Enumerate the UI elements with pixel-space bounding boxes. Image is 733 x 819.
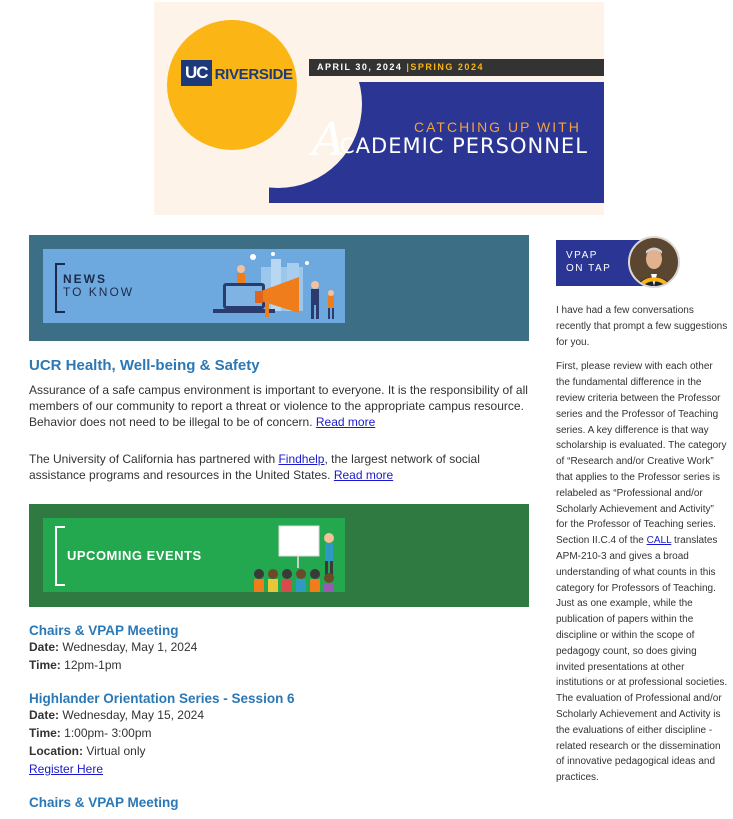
news-heading: UCR Health, Well-being & Safety — [29, 357, 260, 374]
logo-riverside: RIVERSIDE — [214, 65, 293, 83]
call-link[interactable]: CALL — [646, 535, 672, 547]
presentation-illustration-icon — [251, 522, 345, 592]
news-paragraph-2-after: , the largest network of social assistance programs and resources in the United States. — [29, 452, 480, 482]
event-date-label: Date: — [29, 708, 60, 722]
event-location — [29, 742, 529, 760]
logo-uc: UC — [181, 60, 212, 89]
sidebar-intro: I have had a few conversations recently that prompt a few suggestions for you. — [556, 305, 728, 348]
news-banner-label — [63, 273, 134, 299]
upcoming-events-banner — [29, 504, 529, 607]
news-to-know-banner — [29, 235, 529, 341]
bracket-decoration — [55, 526, 65, 586]
event-time-label: Time: — [29, 726, 61, 740]
register-here-link[interactable]: Register Here — [29, 762, 104, 776]
events-banner-label: UPCOMING EVENTS — [67, 548, 202, 563]
issue-date-bar — [309, 59, 604, 76]
vpap-sidebar — [556, 236, 728, 786]
sidebar-body-after: translates APM-210-3 and gives a broad understanding of what counts in this category for Professors of Teaching. Just as one example, while the publication of papers within the discipline or within the scope of pedagogy count, so does giving invited presentations at other institutions or at professional societies. The evaluation of Professional and/or Scholarly Achievement and Activity is the evaluations of either discipline - related research or the dissemination of innovative pedagogical ideas and practices. — [556, 535, 728, 784]
event-location-value: Virtual only — [86, 744, 146, 758]
event-title: Chairs & VPAP Meeting — [29, 795, 179, 810]
event-item — [29, 691, 529, 778]
event-time-value: 12pm-1pm — [64, 658, 122, 672]
event-title: Chairs & VPAP Meeting — [29, 623, 179, 638]
banner-tagline: CATCHING UP WITH — [414, 119, 581, 135]
portrait-icon — [630, 238, 678, 286]
event-time-label: Time: — [29, 658, 61, 672]
vpap-portrait — [628, 236, 680, 288]
banner-title: CADEMIC PERSONNEL — [340, 134, 588, 158]
uc-riverside-logo — [181, 59, 293, 89]
read-more-link-1[interactable]: Read more — [315, 415, 376, 429]
date-separator: | — [406, 62, 411, 72]
banner-title-initial: A — [312, 112, 346, 166]
event-register — [29, 760, 529, 778]
news-banner-sub: TO KNOW — [63, 285, 135, 299]
read-more-link-2[interactable]: Read more — [333, 468, 394, 482]
event-date-value: Wednesday, May 1, 2024 — [62, 640, 198, 654]
event-item — [29, 623, 529, 674]
main-column — [29, 235, 529, 810]
vpap-label-line1: VPAP — [566, 250, 598, 261]
event-time — [29, 656, 529, 674]
findhelp-link[interactable]: Findhelp — [278, 452, 325, 466]
news-paragraph-1 — [29, 382, 529, 430]
event-date-label: Date: — [29, 640, 60, 654]
header-banner — [154, 2, 604, 215]
vpap-label-line2: ON TAP — [566, 263, 612, 274]
event-date — [29, 638, 529, 656]
vpap-on-tap-header — [556, 236, 682, 291]
issue-date: APRIL 30, 2024 — [317, 62, 403, 72]
event-date — [29, 706, 529, 724]
event-item — [29, 795, 529, 810]
event-time — [29, 724, 529, 742]
megaphone-illustration-icon — [203, 249, 345, 323]
news-paragraph-2 — [29, 451, 529, 483]
news-banner-bold: NEWS — [63, 272, 107, 286]
event-time-value: 1:00pm- 3:00pm — [64, 726, 152, 740]
issue-season: SPRING 2024 — [410, 62, 484, 72]
event-date-value: Wednesday, May 15, 2024 — [62, 708, 205, 722]
sidebar-body-before: First, please review with each other the fundamental difference in the review criteria between the Professor series and the Professor of Teaching series. A key difference is that way scholarship is evaluated. The category of “Research and/or Creative Work” that applies to the Professor series is relabeled as “Professional and/or Scholarly Achievement and Activity” for the Professor of Teaching series. Section II.C.4 of the — [556, 361, 727, 547]
event-location-label: Location: — [29, 744, 83, 758]
event-title: Highlander Orientation Series - Session 6 — [29, 691, 295, 706]
news-paragraph-2-before: The University of California has partnered with — [29, 452, 279, 466]
sidebar-body — [556, 359, 728, 786]
news-banner-card — [43, 249, 345, 323]
news-paragraph-1-text: Assurance of a safe campus environment is important to everyone. It is the responsibility of all members of our community to report a threat or violence to the appropriate campus resource. Behavior does not need to be illegal to be of concern. — [29, 383, 528, 429]
events-banner-card — [43, 518, 345, 592]
